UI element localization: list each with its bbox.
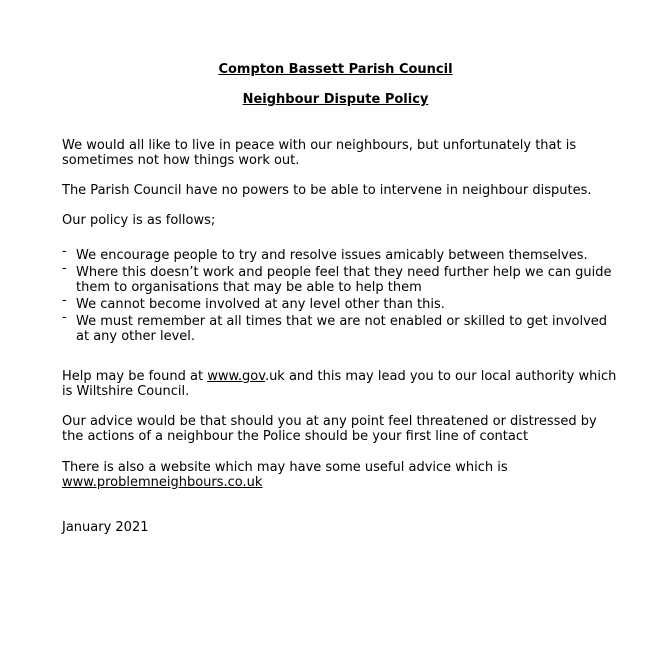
bullet-dash: -: [62, 293, 67, 308]
website-text: There is also a website which may have some useful advice which is: [62, 460, 508, 475]
document-date: January 2021: [62, 520, 149, 535]
list-item: [62, 244, 618, 263]
bullet-dash: -: [62, 310, 67, 325]
gov-link[interactable]: www.gov: [207, 369, 265, 384]
bullet-dash: -: [62, 261, 67, 276]
help-text-before: Help may be found at: [62, 369, 208, 384]
list-item-text: We encourage people to try and resolve issues amicably between themselves.: [76, 248, 588, 263]
powers-paragraph: The Parish Council have no powers to be able to intervene in neighbour disputes.: [62, 183, 592, 198]
list-item-text: We cannot become involved at any level other than this.: [76, 297, 445, 312]
policy-list: [62, 244, 618, 346]
bullet-dash: -: [62, 244, 67, 259]
policy-heading: Neighbour Dispute Policy: [242, 92, 429, 107]
list-item-text: We must remember at all times that we are not enabled or skilled to get involved at any other level.: [76, 314, 608, 344]
intro-paragraph: We would all like to live in peace with our neighbours, but unfortunately that is sometimes not how things work out.: [62, 138, 577, 168]
list-item: [62, 293, 618, 312]
list-item-text: Where this doesn’t work and people feel that they need further help we can guide them to organisations that may be able to help them: [76, 265, 612, 295]
list-item: [62, 310, 618, 344]
help-paragraph: [62, 369, 618, 399]
help-text-after: .uk and this may lead you to our local authority which is Wiltshire Council.: [62, 369, 617, 399]
advice-paragraph: Our advice would be that should you at any point feel threatened or distressed by the actions of a neighbour the Police should be your first line of contact: [62, 414, 597, 444]
problemneighbours-link[interactable]: www.problemneighbours.co.uk: [62, 475, 263, 490]
list-item: [62, 261, 618, 295]
council-heading: Compton Bassett Parish Council: [218, 62, 453, 77]
website-paragraph: [62, 460, 618, 490]
policy-lead-paragraph: Our policy is as follows;: [62, 213, 216, 228]
